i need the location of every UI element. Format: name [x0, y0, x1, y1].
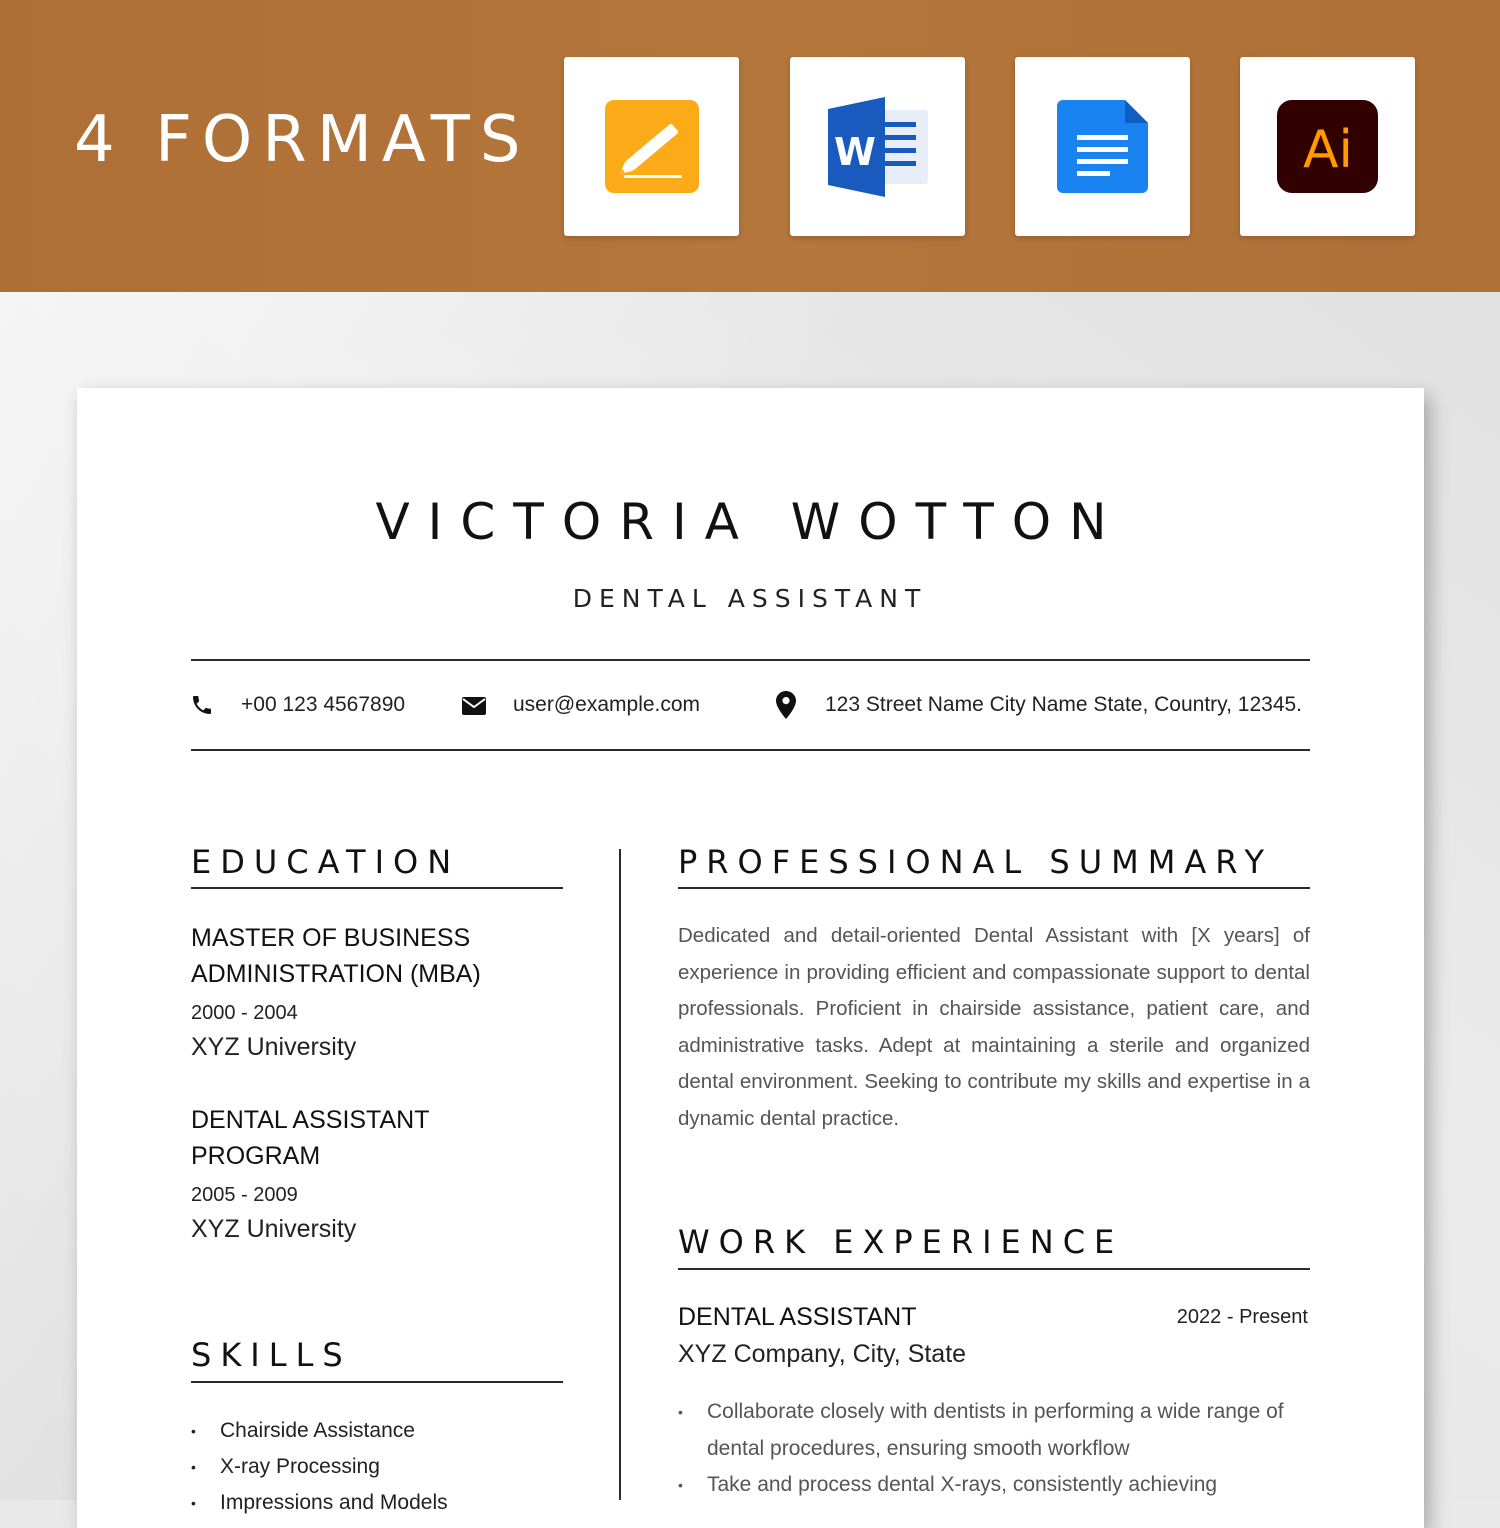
skills-list [191, 1413, 561, 1521]
skill-item: • X-ray Processing [191, 1449, 561, 1485]
google-docs-icon [1015, 57, 1190, 236]
summary-rule [678, 887, 1310, 889]
pages-icon [564, 57, 739, 236]
job-company: XYZ Company, City, State [678, 1340, 967, 1368]
education-heading: EDUCATION [191, 843, 461, 881]
job-title: DENTAL ASSISTANT [678, 1303, 917, 1331]
format-tile-illustrator[interactable] [1240, 57, 1415, 236]
experience-heading: WORK EXPERIENCE [678, 1223, 1124, 1261]
job-dates: 2022 - Present [1176, 1306, 1308, 1328]
skill-item: • Chairside Assistance [191, 1413, 561, 1449]
skills-rule [191, 1381, 563, 1383]
contact-email[interactable]: user@example.com [513, 693, 701, 716]
column-divider [619, 849, 621, 1500]
summary-text: Dedicated and detail-oriented Dental Assistant with [X years] of experience in providing efficient and compassionate support to dental professionals. Proficient in chairside assistance, patient care, and administrative tasks. Adept at maintaining a sterile and organized dental environment. Seeking to contribute my skills and expertise in a dynamic dental practice. [678, 924, 1310, 1130]
format-tile-word[interactable] [790, 57, 965, 236]
svg-text:W: W [834, 130, 876, 174]
formats-banner [0, 0, 1500, 292]
header-rule-bottom [191, 749, 1310, 751]
skills-heading: SKILLS [191, 1336, 352, 1374]
experience-rule [678, 1268, 1310, 1270]
word-icon [790, 57, 965, 236]
format-tile-pages[interactable] [564, 57, 739, 236]
education-years-2: 2005 - 2009 [191, 1184, 298, 1206]
skill-item: • Impressions and Models [191, 1485, 561, 1521]
resume-role: DENTAL ASSISTANT [572, 584, 928, 613]
education-degree-1: MASTER OF BUSINESS ADMINISTRATION (MBA) [191, 924, 481, 988]
illustrator-icon [1240, 57, 1415, 236]
education-years-1: 2000 - 2004 [191, 1002, 298, 1024]
email-icon [462, 697, 486, 715]
summary-heading: PROFESSIONAL SUMMARY [678, 843, 1273, 881]
education-school-1: XYZ University [191, 1033, 357, 1061]
header-rule-top [191, 659, 1310, 661]
education-degree-2: DENTAL ASSISTANT PROGRAM [191, 1106, 430, 1170]
banner-title: 4 FORMATS [74, 103, 531, 177]
resume-name: VICTORIA WOTTON [375, 493, 1125, 551]
contact-phone[interactable]: +00 123 4567890 [241, 693, 406, 716]
job-bullets [678, 1394, 1310, 1504]
job-bullet: • Collaborate closely with dentists in performing a wide range of dental procedures, ensuring smooth workflow [678, 1394, 1310, 1467]
contact-address: 123 Street Name City Name State, Country, 12345. [825, 693, 1303, 716]
format-tile-google-docs[interactable] [1015, 57, 1190, 236]
job-bullet: • Take and process dental X-rays, consistently achieving [678, 1467, 1310, 1504]
phone-icon [190, 693, 214, 717]
education-school-2: XYZ University [191, 1215, 357, 1243]
location-pin-icon [776, 691, 796, 719]
education-rule [191, 887, 563, 889]
illustrator-label: Ai [1302, 120, 1354, 180]
